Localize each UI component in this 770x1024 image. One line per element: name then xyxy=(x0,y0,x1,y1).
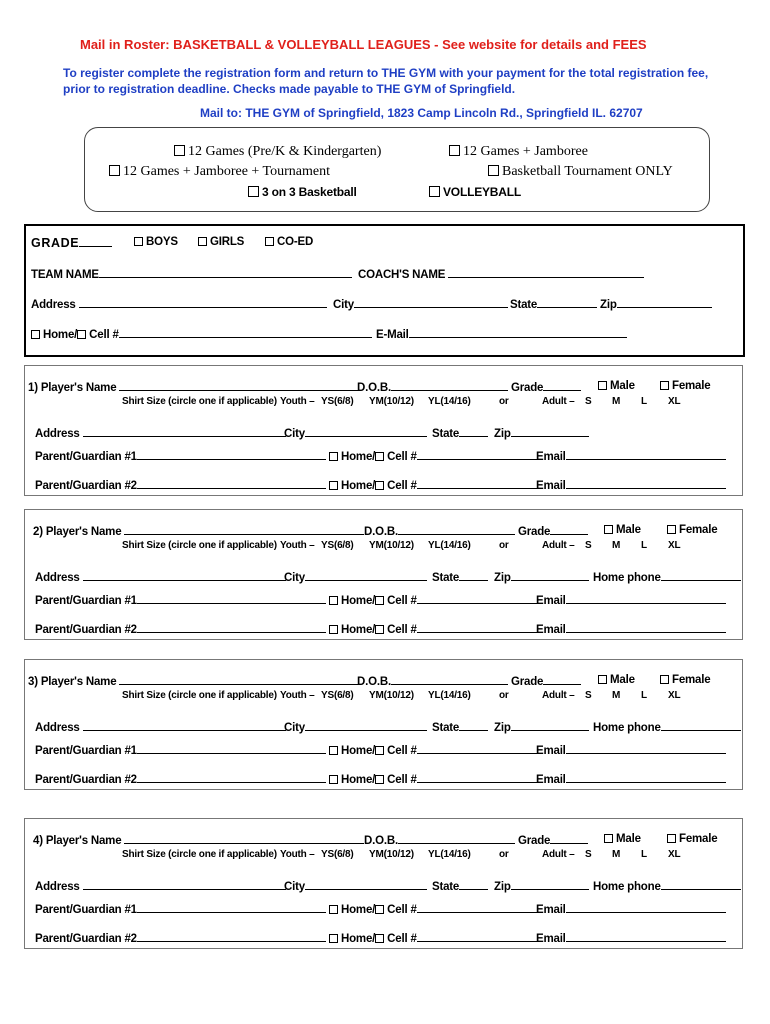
shirt-or-label: or xyxy=(499,849,509,860)
player-name-field[interactable]: 3) Player's Name xyxy=(28,674,359,688)
shirt-ys-option[interactable]: YS(6/8) xyxy=(321,396,354,407)
guardian-1-field[interactable]: Parent/Guardian #1 xyxy=(35,743,326,757)
checkbox-icon[interactable] xyxy=(660,675,669,684)
player-address-field[interactable]: Address xyxy=(35,426,286,440)
player-home-phone-field[interactable]: Home phone xyxy=(593,720,741,734)
player-state-field[interactable]: State xyxy=(432,426,488,440)
shirt-ym-option[interactable]: YM(10/12) xyxy=(369,396,414,407)
player-male-option[interactable]: Male xyxy=(604,524,641,536)
guardian-2-field[interactable]: Parent/Guardian #2 xyxy=(35,931,326,945)
shirt-size-label: Shirt Size (circle one if applicable) xyxy=(122,690,277,701)
checkbox-icon[interactable] xyxy=(77,330,86,339)
shirt-ym-option[interactable]: YM(10/12) xyxy=(369,540,414,551)
shirt-ys-option[interactable]: YS(6/8) xyxy=(321,540,354,551)
checkbox-icon[interactable] xyxy=(375,596,384,605)
guardian-2-field[interactable]: Parent/Guardian #2 xyxy=(35,478,326,492)
player-female-option[interactable]: Female xyxy=(660,674,710,686)
team-phone-field[interactable]: Home/ Cell # xyxy=(31,327,372,341)
guardian-1-phone-field[interactable]: Home/ Cell # xyxy=(329,449,538,463)
checkbox-icon[interactable] xyxy=(375,625,384,634)
checkbox-icon[interactable] xyxy=(488,165,499,176)
guardian-2-email-field[interactable]: Email xyxy=(536,931,726,945)
player-name-field[interactable]: 4) Player's Name xyxy=(33,833,364,847)
shirt-s-option[interactable]: S xyxy=(585,849,592,860)
guardian-1-field[interactable]: Parent/Guardian #1 xyxy=(35,902,326,916)
player-zip-field[interactable]: Zip xyxy=(494,426,589,440)
shirt-ym-option[interactable]: YM(10/12) xyxy=(369,849,414,860)
team-address-field[interactable]: Address xyxy=(31,297,327,311)
checkbox-icon[interactable] xyxy=(329,625,338,634)
guardian-1-email-field[interactable]: Email xyxy=(536,449,726,463)
shirt-l-option[interactable]: L xyxy=(641,396,647,407)
shirt-or-label: or xyxy=(499,396,509,407)
coach-name-field[interactable]: COACH'S NAME xyxy=(358,267,644,281)
player-grade-field[interactable]: Grade xyxy=(518,524,588,538)
team-zip-field[interactable]: Zip xyxy=(600,297,712,311)
shirt-adult-label: Adult – xyxy=(542,540,575,551)
shirt-s-option[interactable]: S xyxy=(585,540,592,551)
shirt-size-label: Shirt Size (circle one if applicable) xyxy=(122,396,277,407)
guardian-2-phone-field[interactable]: Home/ Cell # xyxy=(329,478,538,492)
guardian-1-phone-field[interactable]: Home/ Cell # xyxy=(329,743,538,757)
player-address-field[interactable]: Address xyxy=(35,720,286,734)
shirt-adult-label: Adult – xyxy=(542,849,575,860)
team-state-field[interactable]: State xyxy=(510,297,597,311)
player-state-field[interactable]: State xyxy=(432,570,488,584)
shirt-adult-label: Adult – xyxy=(542,396,575,407)
form-title: Mail in Roster: BASKETBALL & VOLLEYBALL LEAGUES - See website for details and FEES xyxy=(80,37,647,52)
team-city-field[interactable]: City xyxy=(333,297,508,311)
shirt-xl-option[interactable]: XL xyxy=(668,540,681,551)
player-address-field[interactable]: Address xyxy=(35,570,286,584)
checkbox-icon[interactable] xyxy=(598,381,607,390)
shirt-yl-option[interactable]: YL(14/16) xyxy=(428,540,471,551)
player-name-field[interactable]: 2) Player's Name xyxy=(33,524,364,538)
checkbox-icon[interactable] xyxy=(31,330,40,339)
guardian-2-email-field[interactable]: Email xyxy=(536,622,726,636)
player-dob-field[interactable]: D.O.B. xyxy=(364,833,515,847)
player-grade-field[interactable]: Grade xyxy=(511,674,581,688)
player-grade-field[interactable]: Grade xyxy=(511,380,581,394)
intro-line-2: prior to registration deadline. Checks made payable to THE GYM of Springfield. xyxy=(63,82,516,96)
shirt-m-option[interactable]: M xyxy=(612,540,621,551)
shirt-xl-option[interactable]: XL xyxy=(668,690,681,701)
player-city-field[interactable]: City xyxy=(284,720,427,734)
shirt-youth-label: Youth – xyxy=(280,540,315,551)
player-male-option[interactable]: Male xyxy=(598,674,635,686)
shirt-ys-option[interactable]: YS(6/8) xyxy=(321,849,354,860)
checkbox-icon[interactable] xyxy=(667,834,676,843)
option-12-games-prek[interactable]: 12 Games (Pre/K & Kindergarten) xyxy=(174,144,381,160)
checkbox-icon[interactable] xyxy=(329,905,338,914)
shirt-or-label: or xyxy=(499,540,509,551)
checkbox-icon[interactable] xyxy=(248,186,259,197)
guardian-2-field[interactable]: Parent/Guardian #2 xyxy=(35,622,326,636)
guardian-1-email-field[interactable]: Email xyxy=(536,743,726,757)
guardian-1-email-field[interactable]: Email xyxy=(536,902,726,916)
checkbox-icon[interactable] xyxy=(375,746,384,755)
shirt-adult-label: Adult – xyxy=(542,690,575,701)
guardian-2-field[interactable]: Parent/Guardian #2 xyxy=(35,772,326,786)
player-home-phone-field[interactable]: Home phone xyxy=(593,570,741,584)
checkbox-icon[interactable] xyxy=(375,775,384,784)
shirt-l-option[interactable]: L xyxy=(641,540,647,551)
player-female-option[interactable]: Female xyxy=(667,833,717,845)
shirt-m-option[interactable]: M xyxy=(612,849,621,860)
shirt-xl-option[interactable]: XL xyxy=(668,849,681,860)
player-zip-field[interactable]: Zip xyxy=(494,720,589,734)
option-tournament-only[interactable]: Basketball Tournament ONLY xyxy=(488,164,673,180)
shirt-yl-option[interactable]: YL(14/16) xyxy=(428,690,471,701)
player-zip-field[interactable]: Zip xyxy=(494,879,589,893)
checkbox-icon[interactable] xyxy=(329,481,338,490)
checkbox-icon[interactable] xyxy=(375,905,384,914)
checkbox-icon[interactable] xyxy=(265,237,274,246)
guardian-1-phone-field[interactable]: Home/ Cell # xyxy=(329,593,538,607)
intro-line-1: To register complete the registration form and return to THE GYM with your payment for the total registration fee, xyxy=(63,66,709,80)
checkbox-icon[interactable] xyxy=(329,746,338,755)
team-name-field[interactable]: TEAM NAME xyxy=(31,267,352,281)
shirt-s-option[interactable]: S xyxy=(585,690,592,701)
shirt-yl-option[interactable]: YL(14/16) xyxy=(428,396,471,407)
team-girls-option[interactable]: GIRLS xyxy=(198,236,244,248)
checkbox-icon[interactable] xyxy=(604,525,613,534)
checkbox-icon[interactable] xyxy=(329,775,338,784)
player-dob-field[interactable]: D.O.B. xyxy=(357,380,508,394)
guardian-2-email-field[interactable]: Email xyxy=(536,772,726,786)
checkbox-icon[interactable] xyxy=(660,381,669,390)
player-city-field[interactable]: City xyxy=(284,879,427,893)
guardian-1-phone-field[interactable]: Home/ Cell # xyxy=(329,902,538,916)
shirt-ys-option[interactable]: YS(6/8) xyxy=(321,690,354,701)
player-female-option[interactable]: Female xyxy=(667,524,717,536)
player-grade-field[interactable]: Grade xyxy=(518,833,588,847)
checkbox-icon[interactable] xyxy=(429,186,440,197)
shirt-m-option[interactable]: M xyxy=(612,396,621,407)
guardian-1-email-field[interactable]: Email xyxy=(536,593,726,607)
guardian-2-phone-field[interactable]: Home/ Cell # xyxy=(329,622,538,636)
player-state-field[interactable]: State xyxy=(432,720,488,734)
shirt-xl-option[interactable]: XL xyxy=(668,396,681,407)
shirt-l-option[interactable]: L xyxy=(641,690,647,701)
player-home-phone-field[interactable]: Home phone xyxy=(593,879,741,893)
checkbox-icon[interactable] xyxy=(134,237,143,246)
team-boys-option[interactable]: BOYS xyxy=(134,236,178,248)
checkbox-icon[interactable] xyxy=(375,452,384,461)
guardian-2-email-field[interactable]: Email xyxy=(536,478,726,492)
shirt-youth-label: Youth – xyxy=(280,849,315,860)
checkbox-icon[interactable] xyxy=(174,145,185,156)
checkbox-icon[interactable] xyxy=(375,934,384,943)
shirt-or-label: or xyxy=(499,690,509,701)
shirt-m-option[interactable]: M xyxy=(612,690,621,701)
checkbox-icon[interactable] xyxy=(198,237,207,246)
player-address-field[interactable]: Address xyxy=(35,879,286,893)
shirt-yl-option[interactable]: YL(14/16) xyxy=(428,849,471,860)
guardian-2-phone-field[interactable]: Home/ Cell # xyxy=(329,931,538,945)
team-coed-option[interactable]: CO-ED xyxy=(265,236,313,248)
player-dob-field[interactable]: D.O.B. xyxy=(357,674,508,688)
checkbox-icon[interactable] xyxy=(667,525,676,534)
checkbox-icon[interactable] xyxy=(598,675,607,684)
guardian-2-phone-field[interactable]: Home/ Cell # xyxy=(329,772,538,786)
shirt-youth-label: Youth – xyxy=(280,690,315,701)
team-grade-field[interactable]: GRADE xyxy=(31,236,112,250)
player-city-field[interactable]: City xyxy=(284,570,427,584)
mail-to-address: Mail to: THE GYM of Springfield, 1823 Camp Lincoln Rd., Springfield IL. 62707 xyxy=(200,106,643,120)
checkbox-icon[interactable] xyxy=(109,165,120,176)
option-volleyball[interactable]: VOLLEYBALL xyxy=(429,185,521,199)
guardian-1-field[interactable]: Parent/Guardian #1 xyxy=(35,593,326,607)
shirt-size-label: Shirt Size (circle one if applicable) xyxy=(122,849,277,860)
shirt-s-option[interactable]: S xyxy=(585,396,592,407)
player-male-option[interactable]: Male xyxy=(604,833,641,845)
player-city-field[interactable]: City xyxy=(284,426,427,440)
player-zip-field[interactable]: Zip xyxy=(494,570,589,584)
checkbox-icon[interactable] xyxy=(329,452,338,461)
checkbox-icon[interactable] xyxy=(375,481,384,490)
option-12-games-jamboree-tournament[interactable]: 12 Games + Jamboree + Tournament xyxy=(109,164,330,180)
player-female-option[interactable]: Female xyxy=(660,380,710,392)
checkbox-icon[interactable] xyxy=(329,934,338,943)
player-name-field[interactable]: 1) Player's Name xyxy=(28,380,359,394)
player-male-option[interactable]: Male xyxy=(598,380,635,392)
option-12-games-jamboree[interactable]: 12 Games + Jamboree xyxy=(449,144,588,160)
shirt-youth-label: Youth – xyxy=(280,396,315,407)
player-dob-field[interactable]: D.O.B. xyxy=(364,524,515,538)
checkbox-icon[interactable] xyxy=(604,834,613,843)
team-email-field[interactable]: E-Mail xyxy=(376,327,627,341)
shirt-size-label: Shirt Size (circle one if applicable) xyxy=(122,540,277,551)
shirt-ym-option[interactable]: YM(10/12) xyxy=(369,690,414,701)
checkbox-icon[interactable] xyxy=(329,596,338,605)
checkbox-icon[interactable] xyxy=(449,145,460,156)
shirt-l-option[interactable]: L xyxy=(641,849,647,860)
guardian-1-field[interactable]: Parent/Guardian #1 xyxy=(35,449,326,463)
option-3on3[interactable]: 3 on 3 Basketball xyxy=(248,185,357,199)
player-state-field[interactable]: State xyxy=(432,879,488,893)
